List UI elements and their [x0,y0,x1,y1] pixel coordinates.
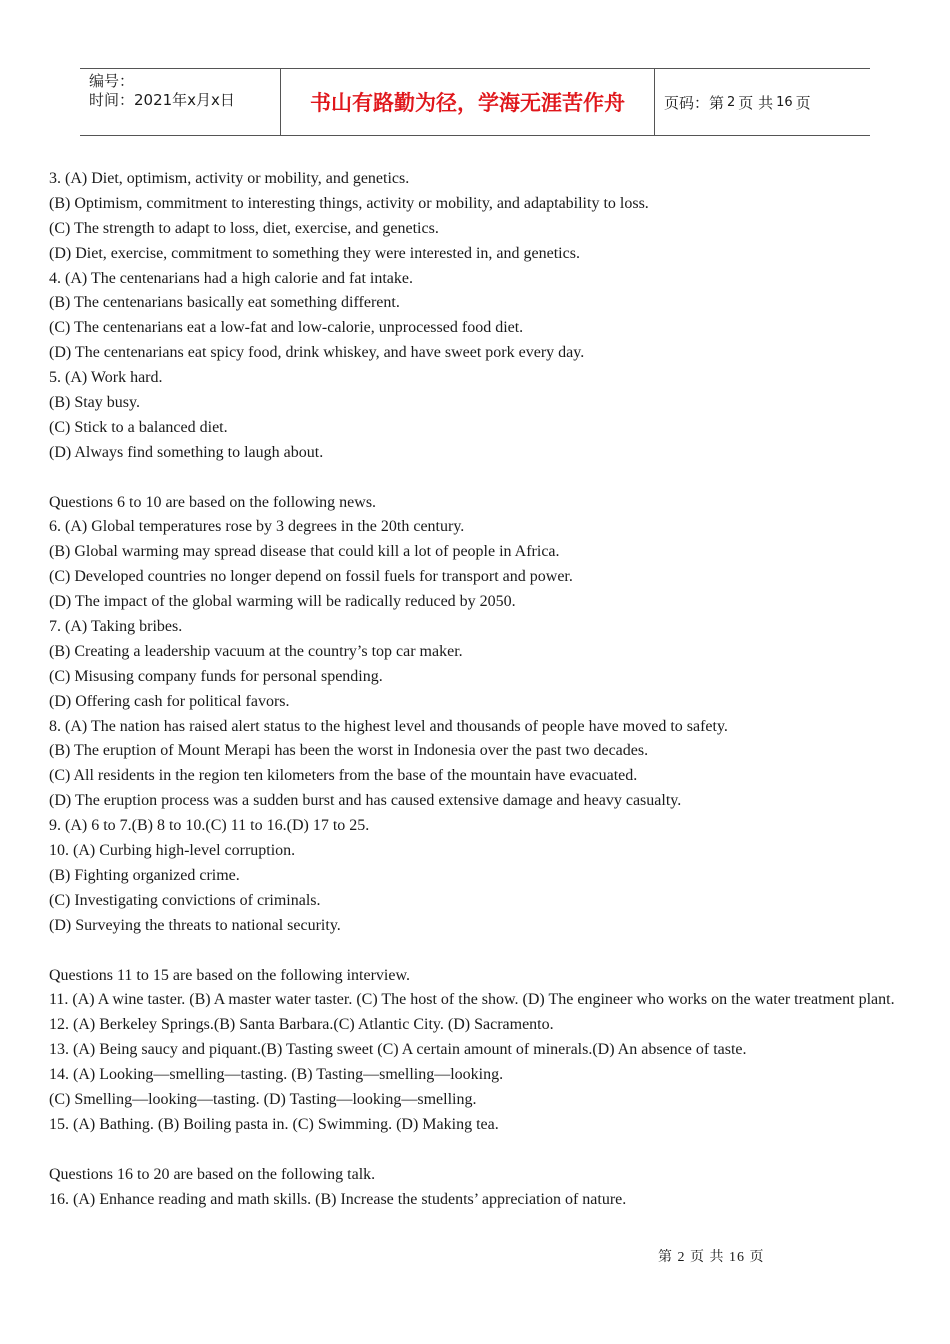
text-line: 9. (A) 6 to 7.(B) 8 to 10.(C) 11 to 16.(D) 17 to 25. [49,817,370,835]
text-line: (B) Stay busy. [49,394,140,412]
section-heading: Questions 16 to 20 are based on the following talk. [49,1165,376,1183]
text-line: 7. (A) Taking bribes. [49,618,183,636]
text-line: 10. (A) Curbing high-level corruption. [49,842,296,860]
section-heading: Questions 6 to 10 are based on the following news. [49,493,377,511]
text-line: (D) Surveying the threats to national security. [49,916,341,934]
text-line: 5. (A) Work hard. [49,369,163,387]
text-line: (D) The centenarians eat spicy food, drink whiskey, and have sweet pork every day. [49,344,585,362]
text-line: 13. (A) Being saucy and piquant.(B) Tasting sweet (C) A certain amount of minerals.(D) An absence of taste. [49,1041,747,1059]
document-body [49,167,909,1212]
text-line: 8. (A) The nation has raised alert status to the highest level and thousands of people have moved to safety. [49,717,728,735]
page-total: 16 [776,94,793,110]
blank-line [49,1138,909,1163]
text-line: 11. (A) A wine taster. (B) A master water taster. (C) The host of the show. (D) The engineer who works on the water treatment plant. [49,991,895,1009]
text-line: 4. (A) The centenarians had a high calorie and fat intake. [49,269,413,287]
date-label: 时间：2021年x月x日 [89,91,235,109]
text-line: 15. (A) Bathing. (B) Boiling pasta in. (C) Swimming. (D) Making tea. [49,1115,499,1133]
text-line: (B) Optimism, commitment to interesting things, activity or mobility, and adaptability to loss. [49,194,649,212]
section-heading: Questions 11 to 15 are based on the following interview. [49,966,410,984]
header-page-info [655,69,870,135]
page-mid: 页 共 [738,93,774,112]
page-suffix: 页 [795,93,811,112]
text-line: (C) All residents in the region ten kilometers from the base of the mountain have evacuated. [49,767,638,785]
text-line: (D) Offering cash for political favors. [49,692,290,710]
text-line: (C) Investigating convictions of criminals. [49,891,321,909]
text-line: (D) The eruption process was a sudden burst and has caused extensive damage and heavy casualty. [49,792,682,810]
text-line: (C) The strength to adapt to loss, diet, exercise, and genetics. [49,219,439,237]
header-motto: 书山有路勤为径，学海无涯苦作舟 [281,69,655,135]
page-footer: 第 2 页 共 16 页 [658,1250,765,1265]
header-meta [80,69,281,135]
page-header [80,68,870,136]
text-line: 16. (A) Enhance reading and math skills. (B) Increase the students’ appreciation of nature. [49,1190,627,1208]
text-line: (C) The centenarians eat a low-fat and low-calorie, unprocessed food diet. [49,319,524,337]
text-line: (C) Misusing company funds for personal spending. [49,667,383,685]
text-line: (B) Creating a leadership vacuum at the country’s top car maker. [49,642,463,660]
blank-line [49,939,909,964]
text-line: 3. (A) Diet, optimism, activity or mobility, and genetics. [49,170,410,187]
page-number: 2 [727,94,736,110]
text-line: (B) Global warming may spread disease that could kill a lot of people in Africa. [49,543,560,561]
text-line: 6. (A) Global temperatures rose by 3 degrees in the 20th century. [49,518,465,536]
number-label: 编号： [89,72,135,90]
text-line: 14. (A) Looking—smelling—tasting. (B) Tasting—smelling—looking. [49,1066,504,1084]
text-line: (D) The impact of the global warming will be radically reduced by 2050. [49,593,516,611]
text-line: (B) Fighting organized crime. [49,866,240,884]
text-line: (D) Diet, exercise, commitment to something they were interested in, and genetics. [49,244,580,262]
text-line: (B) The centenarians basically eat something different. [49,294,400,312]
text-line: (C) Developed countries no longer depend on fossil fuels for transport and power. [49,568,573,586]
text-line: (D) Always find something to laugh about. [49,443,324,461]
text-line: (C) Stick to a balanced diet. [49,418,228,436]
text-line: (C) Smelling—looking—tasting. (D) Tasting—looking—smelling. [49,1090,477,1108]
page-prefix: 页码：第 [664,93,725,112]
text-line: (B) The eruption of Mount Merapi has been the worst in Indonesia over the past two decades. [49,742,649,760]
blank-line [49,466,909,491]
text-line: 12. (A) Berkeley Springs.(B) Santa Barbara.(C) Atlantic City. (D) Sacramento. [49,1016,554,1034]
